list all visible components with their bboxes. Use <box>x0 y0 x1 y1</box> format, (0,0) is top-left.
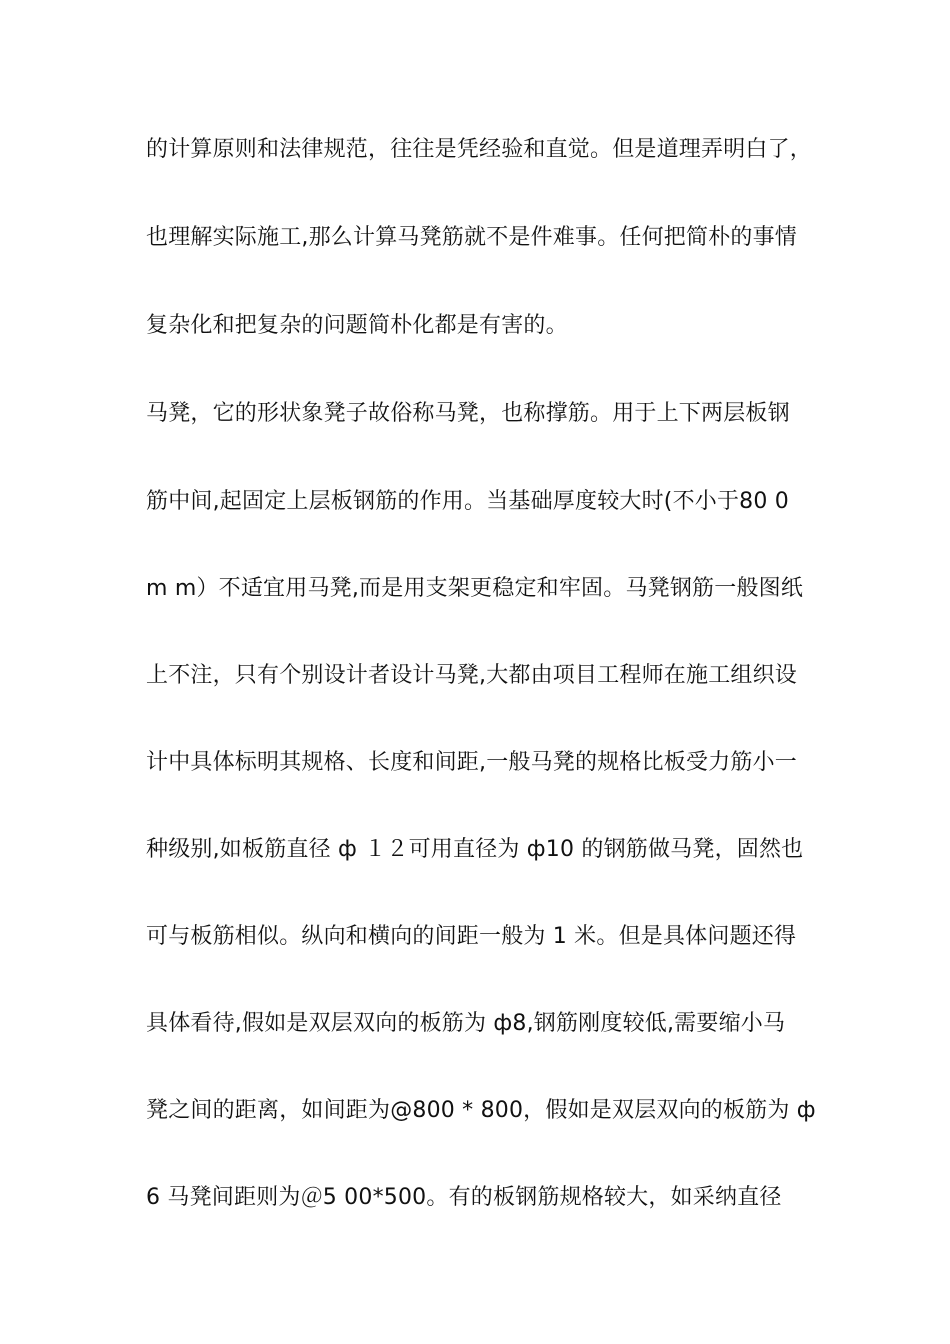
text-line-10: 可与板筋相似。纵向和横向的间距一般为 1 米。但是具体问题还得 <box>146 924 797 949</box>
text-line-5: 筋中间,起固定上层板钢筋的作用。当基础厚度较大时(不小于80 0 <box>146 489 789 514</box>
text-line-9: 种级别,如板筋直径 ф １２可用直径为 ф10 的钢筋做马凳，固然也 <box>146 837 804 862</box>
text-line-4: 马凳，它的形状象凳子故俗称马凳，也称撑筋。用于上下两层板钢 <box>146 401 790 426</box>
text-line-1: 的计算原则和法律规范，往往是凭经验和直觉。但是道理弄明白了， <box>146 137 813 162</box>
text-line-2: 也理解实际施工,那么计算马凳筋就不是件难事。任何把简朴的事情 <box>146 225 797 250</box>
text-line-6: m m）不适宜用马凳,而是用支架更稳定和牢固。马凳钢筋一般图纸 <box>146 576 804 601</box>
text-line-12: 凳之间的距离，如间距为@800 * 800，假如是双层双向的板筋为 ф <box>146 1098 816 1123</box>
text-line-7: 上不注，只有个别设计者设计马凳,大都由项目工程师在施工组织设 <box>146 663 797 688</box>
text-line-3: 复杂化和把复杂的问题简朴化都是有害的。 <box>146 313 568 338</box>
text-line-13: 6 马凳间距则为＠5 00*500。有的板钢筋规格较大，如采纳直径 <box>146 1185 782 1210</box>
text-line-11: 具体看待,假如是双层双向的板筋为 ф8,钢筋刚度较低,需要缩小马 <box>146 1011 786 1036</box>
text-line-8: 计中具体标明其规格、长度和间距,一般马凳的规格比板受力筋小一 <box>146 750 797 775</box>
